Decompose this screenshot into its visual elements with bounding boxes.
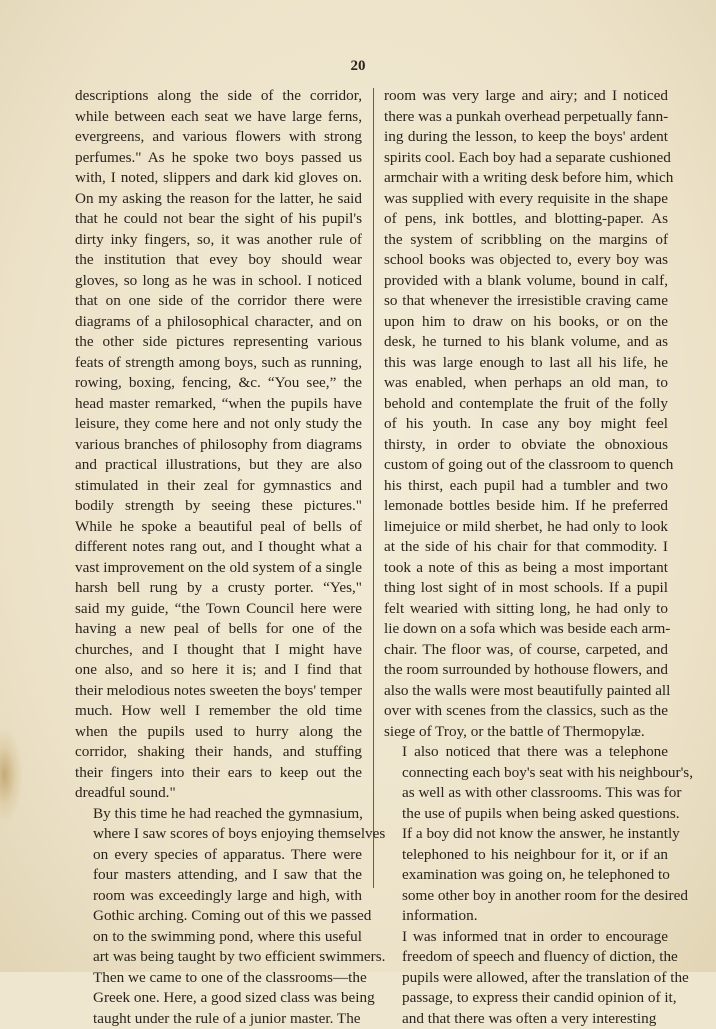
text-line: their melodious notes sweeten the boys' temper: [75, 681, 362, 702]
text-line: limejuice or mild sherbet, he had only to look: [384, 517, 668, 538]
text-line: four masters attending, and I saw that the: [75, 865, 362, 886]
text-line: stimulated in their zeal for gymnastics and: [75, 476, 362, 497]
text-line: was supplied with every requisite in the shape: [384, 189, 668, 210]
text-line: upon him to draw on his books, or on the: [384, 312, 668, 333]
text-line: evergreens, and various flowers with strong: [75, 127, 362, 148]
text-line: On my asking the reason for the latter, he said: [75, 189, 362, 210]
text-line: when the pupils used to hurry along the: [75, 722, 362, 743]
text-line: behold and contemplate the fruit of the folly: [384, 394, 668, 415]
text-line: on every species of apparatus. There were: [75, 845, 362, 866]
text-line: leisure, they come here and not only study the: [75, 414, 362, 435]
paragraph: [384, 927, 668, 1029]
text-line: If a boy did not know the answer, he instantly: [384, 824, 668, 845]
text-line: much. How well I remember the old time: [75, 701, 362, 722]
text-line: so that whenever the irresistible craving came: [384, 291, 668, 312]
text-line: thirsty, in order to obviate the obnoxious: [384, 435, 668, 456]
text-line: information.: [384, 906, 668, 927]
paragraph: [75, 804, 362, 1029]
text-line: telephoned to his neighbour for it, or if an: [384, 845, 668, 866]
text-line: room was exceedingly large and high, with: [75, 886, 362, 907]
text-line: the system of scribbling on the margins of: [384, 230, 668, 251]
text-line: harsh bell rung by a crusty porter. “Yes,": [75, 578, 362, 599]
text-line: where I saw scores of boys enjoying themselves: [75, 824, 362, 845]
text-line: that he could not bear the sight of his pupil's: [75, 209, 362, 230]
text-line: his thirst, each pupil had a tumbler and two: [384, 476, 668, 497]
text-line: custom of going out of the classroom to quench: [384, 455, 668, 476]
paragraph: [75, 86, 362, 804]
page-number: 20: [0, 58, 716, 75]
text-line: examination was going on, he telephoned to: [384, 865, 668, 886]
text-line: thing lost sight of in most schools. If a pupil: [384, 578, 668, 599]
text-line: dirty inky fingers, so, it was another rule of: [75, 230, 362, 251]
text-line: I also noticed that there was a telephone: [384, 742, 668, 763]
paper-stain: [0, 730, 22, 820]
text-line: this was large enough to last all his life, he: [384, 353, 668, 374]
text-line: various branches of philosophy from diagrams: [75, 435, 362, 456]
text-line: while between each seat we have large ferns,: [75, 107, 362, 128]
text-line: feats of strength among boys, such as running,: [75, 353, 362, 374]
paragraph: [384, 742, 668, 927]
text-line: taught under the rule of a junior master. The: [75, 1009, 362, 1029]
text-line: ing during the lesson, to keep the boys' ardent: [384, 127, 668, 148]
text-line: also the walls were most beautifully painted all: [384, 681, 668, 702]
text-line: rowing, boxing, fencing, &c. “You see,” the: [75, 373, 362, 394]
text-line: of pens, ink bottles, and blotting-paper. As: [384, 209, 668, 230]
text-line: Gothic arching. Coming out of this we passed: [75, 906, 362, 927]
text-line: having a new peal of bells for one of the: [75, 619, 362, 640]
text-line: the institution that evey boy should wear: [75, 250, 362, 271]
text-line: and practical illustrations, but they are also: [75, 455, 362, 476]
text-line: descriptions along the side of the corridor,: [75, 86, 362, 107]
text-line: took a note of this as being a most important: [384, 558, 668, 579]
text-line: over with scenes from the classics, such as the: [384, 701, 668, 722]
text-line: bodily strength by seeing these pictures.": [75, 496, 362, 517]
text-line: pupils were allowed, after the translation of the: [384, 968, 668, 989]
text-line: of his youth. In case any boy might feel: [384, 414, 668, 435]
text-line: siege of Troy, or the battle of Thermopylæ.: [384, 722, 668, 743]
text-line: armchair with a writing desk before him, which: [384, 168, 668, 189]
text-line: Greek one. Here, a good sized class was being: [75, 988, 362, 1009]
right-column: [384, 86, 668, 1029]
text-line: room was very large and airy; and I noticed: [384, 86, 668, 107]
text-line: some other boy in another room for the desired: [384, 886, 668, 907]
text-line: the other side pictures representing various: [75, 332, 362, 353]
text-line: one also, and so here it is; and I find that: [75, 660, 362, 681]
text-line: connecting each boy's seat with his neighbour's,: [384, 763, 668, 784]
text-line: head master remarked, “when the pupils have: [75, 394, 362, 415]
text-line: dreadful sound.": [75, 783, 362, 804]
text-line: their fingers into their ears to keep out the: [75, 763, 362, 784]
text-line: and that there was often a very interesting: [384, 1009, 668, 1029]
text-line: school books was objected to, every boy was: [384, 250, 668, 271]
text-line: While he spoke a beautiful peal of bells of: [75, 517, 362, 538]
column-divider: [373, 88, 374, 888]
text-line: corridor, shaking their hands, and stuffing: [75, 742, 362, 763]
text-line: vast improvement on the old system of a single: [75, 558, 362, 579]
text-line: freedom of speech and fluency of diction, the: [384, 947, 668, 968]
text-line: said my guide, “the Town Council here were: [75, 599, 362, 620]
text-line: the use of pupils when being asked questions.: [384, 804, 668, 825]
text-line: churches, and I thought that I might have: [75, 640, 362, 661]
left-column: [75, 86, 362, 1029]
text-line: on to the swimming pond, where this useful: [75, 927, 362, 948]
text-line: the room surrounded by hothouse flowers, and: [384, 660, 668, 681]
text-line: desk, he turned to his blank volume, and as: [384, 332, 668, 353]
text-line: gloves, so long as he was in school. I noticed: [75, 271, 362, 292]
text-line: spirits cool. Each boy had a separate cushioned: [384, 148, 668, 169]
text-line: chair. The floor was, of course, carpeted, and: [384, 640, 668, 661]
text-line: was enabled, when perhaps an old man, to: [384, 373, 668, 394]
text-line: there was a punkah overhead perpetually fann-: [384, 107, 668, 128]
text-line: different notes rang out, and I thought what a: [75, 537, 362, 558]
text-line: at the side of his chair for that commodity. I: [384, 537, 668, 558]
text-line: art was being taught by two efficient swimmers.: [75, 947, 362, 968]
text-line: that on one side of the corridor there were: [75, 291, 362, 312]
text-line: lemonade bottles beside him. If he preferred: [384, 496, 668, 517]
text-line: Then we came to one of the classrooms—the: [75, 968, 362, 989]
text-line: perfumes." As he spoke two boys passed us: [75, 148, 362, 169]
text-line: I was informed tnat in order to encourage: [384, 927, 668, 948]
paragraph: [384, 86, 668, 742]
text-line: By this time he had reached the gymnasium,: [75, 804, 362, 825]
text-line: felt wearied with sitting long, he had only to: [384, 599, 668, 620]
text-line: provided with a blank volume, bound in calf,: [384, 271, 668, 292]
text-line: lie down on a sofa which was beside each arm-: [384, 619, 668, 640]
text-line: diagrams of a philosophical character, and on: [75, 312, 362, 333]
text-line: passage, to express their candid opinion of it,: [384, 988, 668, 1009]
text-line: with, I noted, slippers and dark kid gloves on.: [75, 168, 362, 189]
text-line: as well as with other classrooms. This was for: [384, 783, 668, 804]
